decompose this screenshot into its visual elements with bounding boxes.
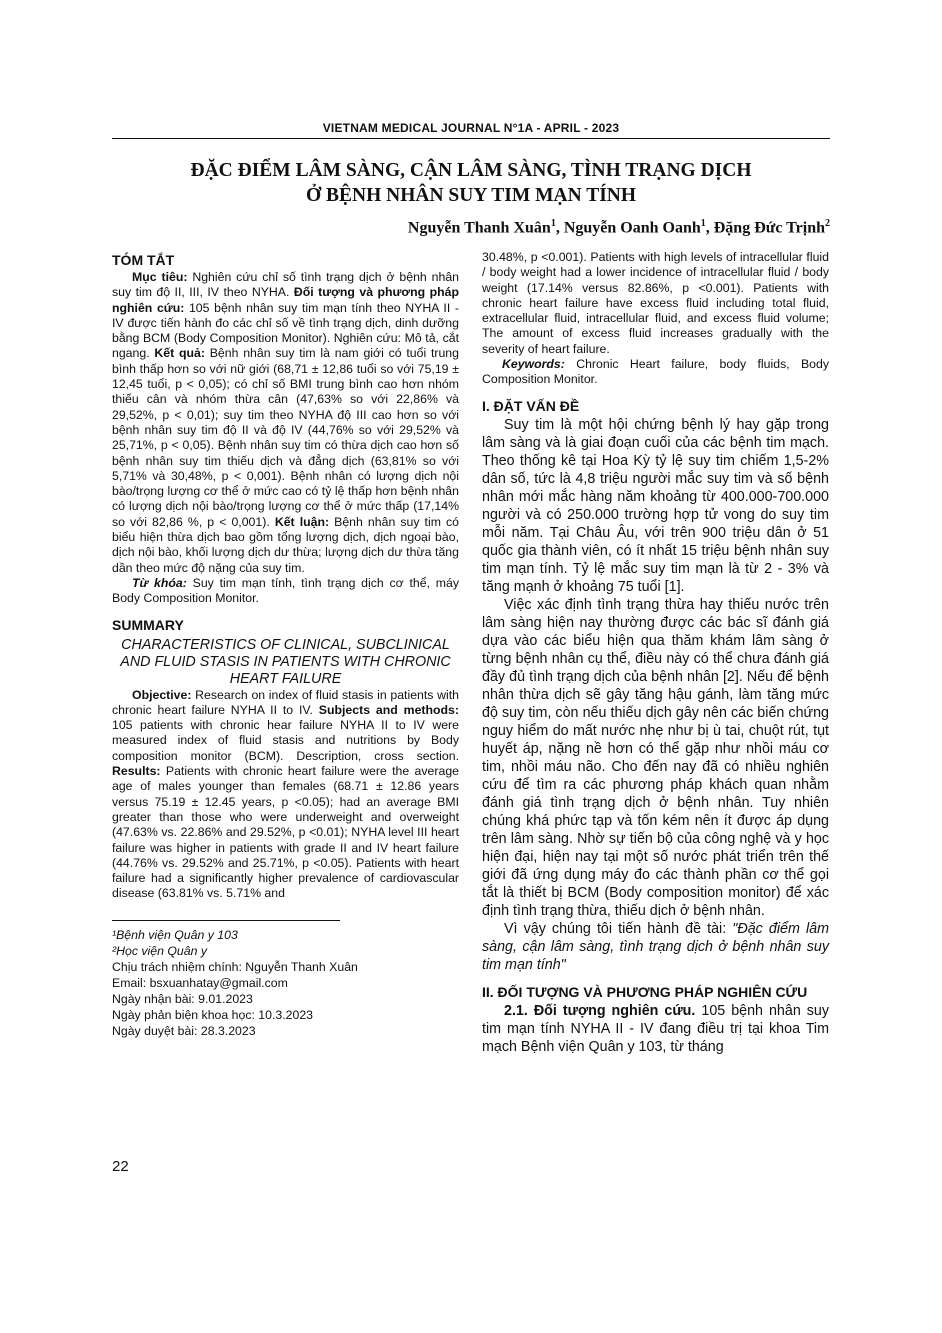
results-en-label: Results: <box>112 764 161 779</box>
methods-vi-text: 105 bệnh nhân suy tim mạn tính theo NYHA II - IV được tiến hành đo các chỉ số về tình trạng dịch, dinh dưỡng bằng BCM (Body Composition Monitor). Nghiên cứu: Mô tả, cắt ngang. <box>112 300 459 361</box>
article-title <box>112 158 830 208</box>
methods-vi-label: Đối tượng và phương pháp nghiên cứu: <box>112 285 459 315</box>
objective-vi-text: Nghiên cứu chỉ số tình trạng dịch ở bệnh nhân suy tim độ II, III, IV theo NYHA. <box>112 270 459 300</box>
affiliation-2: ²Học viện Quân y <box>112 943 208 958</box>
author-2: Nguyễn Oanh Oanh <box>563 219 701 237</box>
author-separator: , <box>705 219 714 237</box>
objective-en-text: Research on index of fluid stasis in patients with chronic heart failure NYHA II to IV. <box>112 687 459 717</box>
keywords-vi-text: Suy tim mạn tính, tình trạng dịch cơ thể, máy Body Composition Monitor. <box>112 575 459 606</box>
keywords-en-text: Chronic Heart failure, body fluids, Body Composition Monitor. <box>482 357 829 387</box>
date-accepted: Ngày duyệt bài: 28.3.2023 <box>112 1023 256 1038</box>
summary-title: CHARACTERISTICS OF CLINICAL, SUBCLINICAL AND FLUID STASIS IN PATIENTS WITH CHRONIC HEART FAILURE <box>120 636 451 687</box>
objective-en-label: Objective: <box>132 687 192 702</box>
date-received: Ngày nhận bài: 9.01.2023 <box>112 991 253 1006</box>
summary-continued: 30.48%, p <0.001). Patients with high levels of intracellular fluid / body weight had a lower incidence of intracellular fluid / body weight (17.14% versus 82.86%, p <0.001). Patients with chronic heart failure have excess fluid including total fluid, extracellular fluid, intracellular fluid, and excess fluid volume; The amount of excess fluid increases gradually with the severity of heart failure. <box>482 250 829 356</box>
results-en-text: Patients with chronic heart failure were the average age of males younger than females (68.71 ± 12.86 years versus 75.19 ± 12.45 years, p <0.05); had an average BMI greater than those who were underweight and overweight (47.63% vs. 22.86% and 29.52%, p <0.01); NYHA level III heart failure was higher in patients with grade II and IV heart failure (44.76% vs. 29.52% and 25.71%, p <0.05). Patients with heart failure had a significantly higher prevalence of cardiovascular disease (63.81% vs. 5.71% and <box>112 764 459 901</box>
section-1-heading: I. ĐẶT VẤN ĐỀ <box>482 397 580 414</box>
subsection-2-1-text: 105 bệnh nhân suy tim mạn tính NYHA II - IV đang điều trị tại khoa Tim mạch Bệnh viện Quân y 103, từ tháng <box>482 1002 829 1055</box>
methods-en-label: Subjects and methods: <box>318 702 459 717</box>
summary-body <box>112 688 459 902</box>
section-2-paragraph-1 <box>482 1002 829 1056</box>
study-title-quote: "Đặc điểm lâm sàng, cận lâm sàng, tình trạng dịch ở bệnh nhân suy tim mạn tính" <box>482 920 829 973</box>
abstract-vi-body <box>112 270 459 576</box>
keywords-vi <box>112 576 459 607</box>
author-separator: , <box>555 219 564 237</box>
summary-heading: SUMMARY <box>112 616 184 633</box>
results-vi-text: Bệnh nhân suy tim là nam giới có tuổi trung bình thấp hơn so với nữ giới (68,71 ± 12,86 tuổi so với 75,19 ± 12,45 tuổi, p < 0,05); có chỉ số BMI trung bình cao hơn nhóm thiếu cân và nhóm thừa cân (47,63% so với 22,86% và 29,52%, p < 0,01); suy tim theo NYHA độ III cao hơn so với bệnh nhân suy tim độ II và độ IV (44,76% so với 29,52% và 25,71%, p < 0,05). Bệnh nhân suy tim có thừa dịch cao hơn số bệnh nhân suy tim thiếu dịch và đẳng dịch (63,81% so với 5,71% và 30,48%, p < 0,001). Bệnh nhân có lượng dịch nội bào/trọng lượng cơ thể ở mức cao có tỷ lệ thấp hơn bệnh nhân có lượng dịch nội bào/trọng lượng cơ thể ở mức thấp (17,14% so với 82,86 %, p < 0,001). <box>112 346 459 529</box>
title-line-2: Ở BỆNH NHÂN SUY TIM MẠN TÍNH <box>305 185 637 206</box>
objective-vi-label: Mục tiêu: <box>132 270 188 284</box>
abstract-vi-heading: TÓM TẮT <box>112 252 175 268</box>
date-reviewed: Ngày phản biện khoa học: 10.3.2023 <box>112 1007 314 1022</box>
section-1-paragraph-1: Suy tim là một hội chứng bệnh lý hay gặp trong lâm sàng và là giai đoạn cuối của các bệnh tim mạch. Theo thống kê tại Hoa Kỳ tỷ lệ suy tim chiếm 1,5-2% dân số, tức là 4,8 triệu người mắc suy tim và số bệnh nhân mới mắc hàng năm khoảng từ 400.000-700.000 người và có 250.000 trường hợp tử vong do suy tim mỗi năm. Tại Châu Âu, với trên 900 triệu dân ở 51 quốc gia thành viên, có ít nhất 15 triệu bệnh nhân suy tim mạn tính. Tỷ lệ mắc suy tim mạn là từ 2 - 3% và tăng mạnh ở khoảng 75 tuổi [1]. <box>482 416 829 595</box>
page-number: 22 <box>112 1158 129 1175</box>
conclusion-vi-text: Bệnh nhân suy tim có biểu hiện thừa dịch bao gồm tổng lượng dịch, dịch ngoại bào, dịch nội bào, khối lượng dịch dư thừa; lượng dịch dư thừa tăng dần theo mức độ nặng của suy tim. <box>112 514 459 575</box>
section-2-heading: II. ĐỐI TƯỢNG VÀ PHƯƠNG PHÁP NGHIÊN CỨU <box>482 983 808 1000</box>
author-list <box>112 218 830 237</box>
corresponding-email: Email: bsxuanhatay@gmail.com <box>112 975 288 990</box>
keywords-en-label: Keywords: <box>502 357 565 372</box>
subsection-2-1-label: 2.1. Đối tượng nghiên cứu. <box>504 1002 696 1019</box>
left-column <box>112 250 459 1039</box>
author-1: Nguyễn Thanh Xuân <box>407 219 551 237</box>
header-rule <box>112 138 830 139</box>
section-1-p3-text: Vì vậy chúng tôi tiến hành đề tài: <box>504 920 733 937</box>
right-column <box>482 250 829 1056</box>
section-1-paragraph-2: Việc xác định tình trạng thừa hay thiếu nước trên lâm sàng hiện nay thường được các bác sĩ đánh giá dựa vào các biểu hiện qua thăm khám lâm sàng ở từng bệnh nhân cụ thể, điều này có thể chưa đánh giá đầy đủ tình trạng dịch của bệnh nhân [2]. Nếu để bệnh nhân thừa dịch sẽ gây tăng hậu gánh, làm tăng mức độ suy tim, còn nếu thiếu dịch gây nên các biến chứng nguy hiểm do mất nước nhẹ như bị ù tai, chuột rút, tụt huyết áp, nặng nề hơn có thể gặp như nhồi máu cơ tim, nhồi máu não. Cho đến nay đã có nhiều nghiên cứu để tìm ra các phương pháp khách quan nhằm đánh giá tình trạng dịch ở bệnh nhân. Tuy nhiên chúng khá phức tạp và tốn kém nên ít được áp dụng trên lâm sàng. Nhờ sự tiến bộ của công nghệ và y học hiện đại, hiện nay tại một số nước phát triển trên thế giới đã ứng dụng máy đo các thành phần cơ thể gọi tắt là thiết bị BCM (Body composition monitor) để xác định tình trạng thừa, thiếu dịch ở bệnh nhân. <box>482 596 829 919</box>
title-line-1: ĐẶC ĐIỂM LÂM SÀNG, CẬN LÂM SÀNG, TÌNH TRẠNG DỊCH <box>190 160 752 181</box>
journal-header: VIETNAM MEDICAL JOURNAL N°1A - APRIL - 2023 <box>322 121 620 135</box>
methods-en-text: 105 patients with chronic hear failure NYHA II to IV were measured index of fluid stasis and nutritions by Body composition monitor (BCM). Description, cross section. <box>112 718 459 763</box>
footnote-rule <box>112 920 340 921</box>
author-1-affiliation: 1 <box>550 218 556 229</box>
conclusion-vi-label: Kết luận: <box>274 514 330 529</box>
corresponding-author: Chịu trách nhiệm chính: Nguyễn Thanh Xuân <box>112 959 358 974</box>
keywords-vi-label: Từ khóa: <box>132 575 187 590</box>
author-2-affiliation: 1 <box>700 218 706 229</box>
author-3-affiliation: 2 <box>825 218 830 229</box>
section-1-paragraph-3 <box>482 920 829 974</box>
results-vi-label: Kết quả: <box>154 346 205 361</box>
author-3: Đặng Đức Trịnh <box>713 219 825 237</box>
affiliation-1: ¹Bệnh viện Quân y 103 <box>112 927 238 942</box>
keywords-en <box>482 357 829 388</box>
